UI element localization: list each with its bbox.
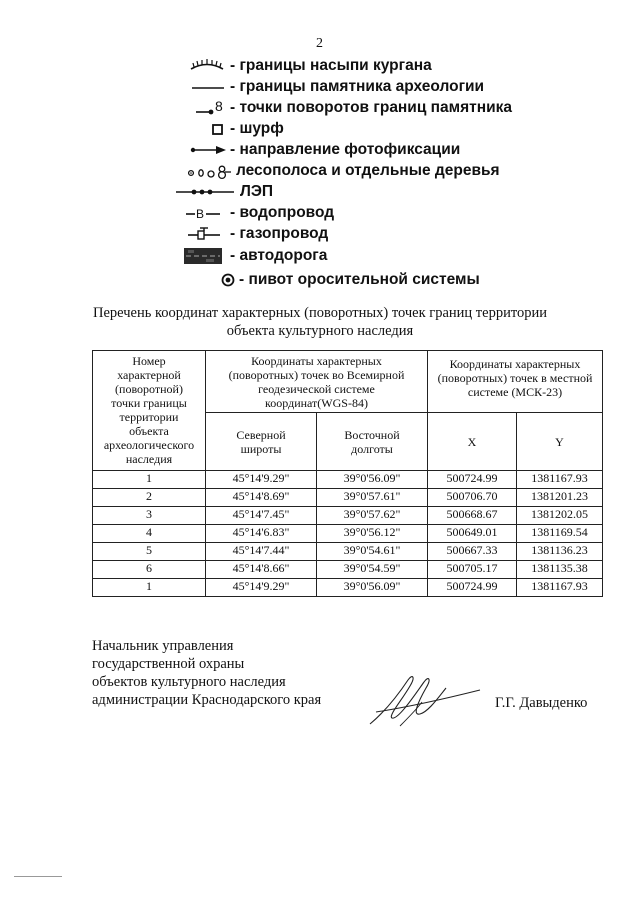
- legend-item: [0, 182, 639, 202]
- legend-label: - шурф: [230, 120, 284, 137]
- cell-x: 500668.67: [428, 507, 517, 525]
- cell-lat: 45°14'9.29": [206, 471, 317, 489]
- cell-lon: 39°0'54.59": [317, 561, 428, 579]
- signer-name: Г.Г. Давыденко: [495, 695, 588, 711]
- header-longitude: Восточной долготы: [317, 413, 428, 471]
- cell-num: 6: [93, 561, 206, 579]
- coordinates-list-title: [80, 304, 560, 340]
- legend-label: - направление фотофиксации: [230, 141, 461, 158]
- cell-x: 500706.70: [428, 489, 517, 507]
- position-line: объектов культурного наследия: [92, 674, 286, 690]
- table-row: [93, 507, 603, 525]
- barrow-mound-border-icon: [189, 58, 225, 78]
- header-latitude: Северной широты: [206, 413, 317, 471]
- cell-lon: 39°0'54.61": [317, 543, 428, 561]
- legend-item: [0, 224, 639, 244]
- title-line: Перечень координат характерных (поворотных) точек границ территории: [92, 305, 548, 321]
- cell-lon: 39°0'56.09": [317, 579, 428, 597]
- water-pipe-letter: В: [196, 207, 205, 221]
- cell-lon: 39°0'56.09": [317, 471, 428, 489]
- cell-y: 1381135.38: [517, 561, 603, 579]
- legend-item: [0, 77, 639, 97]
- road-icon: [184, 247, 224, 267]
- legend-label: - пивот оросительной системы: [239, 271, 480, 288]
- cell-num: 5: [93, 543, 206, 561]
- position-line: государственной охраны: [92, 656, 245, 672]
- water-pipe-icon: [186, 205, 226, 225]
- header-y: Y: [517, 413, 603, 471]
- legend-item: [0, 161, 639, 181]
- page-number: 2: [316, 36, 323, 51]
- cell-num: 4: [93, 525, 206, 543]
- cell-x: 500724.99: [428, 471, 517, 489]
- signatory-position: [92, 637, 321, 709]
- footer-divider: [14, 876, 62, 877]
- legend-item: [0, 203, 639, 223]
- table-row: [93, 525, 603, 543]
- cell-y: 1381201.23: [517, 489, 603, 507]
- cell-lat: 45°14'7.45": [206, 507, 317, 525]
- cell-y: 1381167.93: [517, 471, 603, 489]
- gas-pipe-icon: [188, 226, 228, 246]
- cell-num: 1: [93, 579, 206, 597]
- legend-item: [0, 56, 639, 76]
- cell-x: 500724.99: [428, 579, 517, 597]
- irrigation-pivot-icon: [221, 272, 237, 292]
- header-x: X: [428, 413, 517, 471]
- position-line: Начальник управления: [92, 638, 234, 654]
- cell-lat: 45°14'8.69": [206, 489, 317, 507]
- handwritten-signature: [362, 668, 482, 730]
- legend-label: - точки поворотов границ памятника: [230, 99, 513, 116]
- legend-item: [0, 270, 639, 290]
- cell-lat: 45°14'8.66": [206, 561, 317, 579]
- table-row: [93, 489, 603, 507]
- header-wgs84: Координаты характерных (поворотных) точек во Всемирной геодезической системе координат(WGS-84): [206, 351, 428, 413]
- table-row: [93, 561, 603, 579]
- cell-y: 1381136.23: [517, 543, 603, 561]
- turn-point-digit: 8: [215, 99, 223, 114]
- legend-label: ЛЭП: [240, 183, 274, 200]
- cell-lat: 45°14'6.83": [206, 525, 317, 543]
- table-row: [93, 579, 603, 597]
- header-point-number: Номер характерной (поворотной) точки границы территории объекта археологического наследия: [93, 351, 206, 471]
- coordinates-table: [92, 350, 603, 597]
- legend-label: - водопровод: [230, 204, 335, 221]
- title-line: объекта культурного наследия: [226, 323, 414, 339]
- legend-item: [0, 140, 639, 160]
- legend-item: [0, 98, 639, 118]
- legend-label: - газопровод: [230, 225, 329, 242]
- cell-x: 500667.33: [428, 543, 517, 561]
- cell-num: 1: [93, 471, 206, 489]
- cell-x: 500649.01: [428, 525, 517, 543]
- cell-lon: 39°0'56.12": [317, 525, 428, 543]
- header-msk23: Координаты характерных (поворотных) точек в местной системе (МСК-23): [428, 351, 603, 413]
- legend-label: лесополоса и отдельные деревья: [236, 162, 500, 179]
- cell-lon: 39°0'57.62": [317, 507, 428, 525]
- cell-num: 3: [93, 507, 206, 525]
- cell-lon: 39°0'57.61": [317, 489, 428, 507]
- legend-label: - автодорога: [230, 247, 328, 264]
- legend-item: [0, 246, 639, 266]
- table-row: [93, 471, 603, 489]
- legend-label: - границы памятника археологии: [230, 78, 485, 95]
- cell-lat: 45°14'7.44": [206, 543, 317, 561]
- position-line: администрации Краснодарского края: [92, 692, 322, 708]
- cell-x: 500705.17: [428, 561, 517, 579]
- cell-y: 1381167.93: [517, 579, 603, 597]
- legend-item: [0, 119, 639, 139]
- cell-y: 1381169.54: [517, 525, 603, 543]
- legend-label: - границы насыпи кургана: [230, 57, 432, 74]
- cell-lat: 45°14'9.29": [206, 579, 317, 597]
- turn-point-icon: [196, 99, 228, 119]
- trees-icon: [187, 163, 237, 183]
- cell-num: 2: [93, 489, 206, 507]
- cell-y: 1381202.05: [517, 507, 603, 525]
- table-row: [93, 543, 603, 561]
